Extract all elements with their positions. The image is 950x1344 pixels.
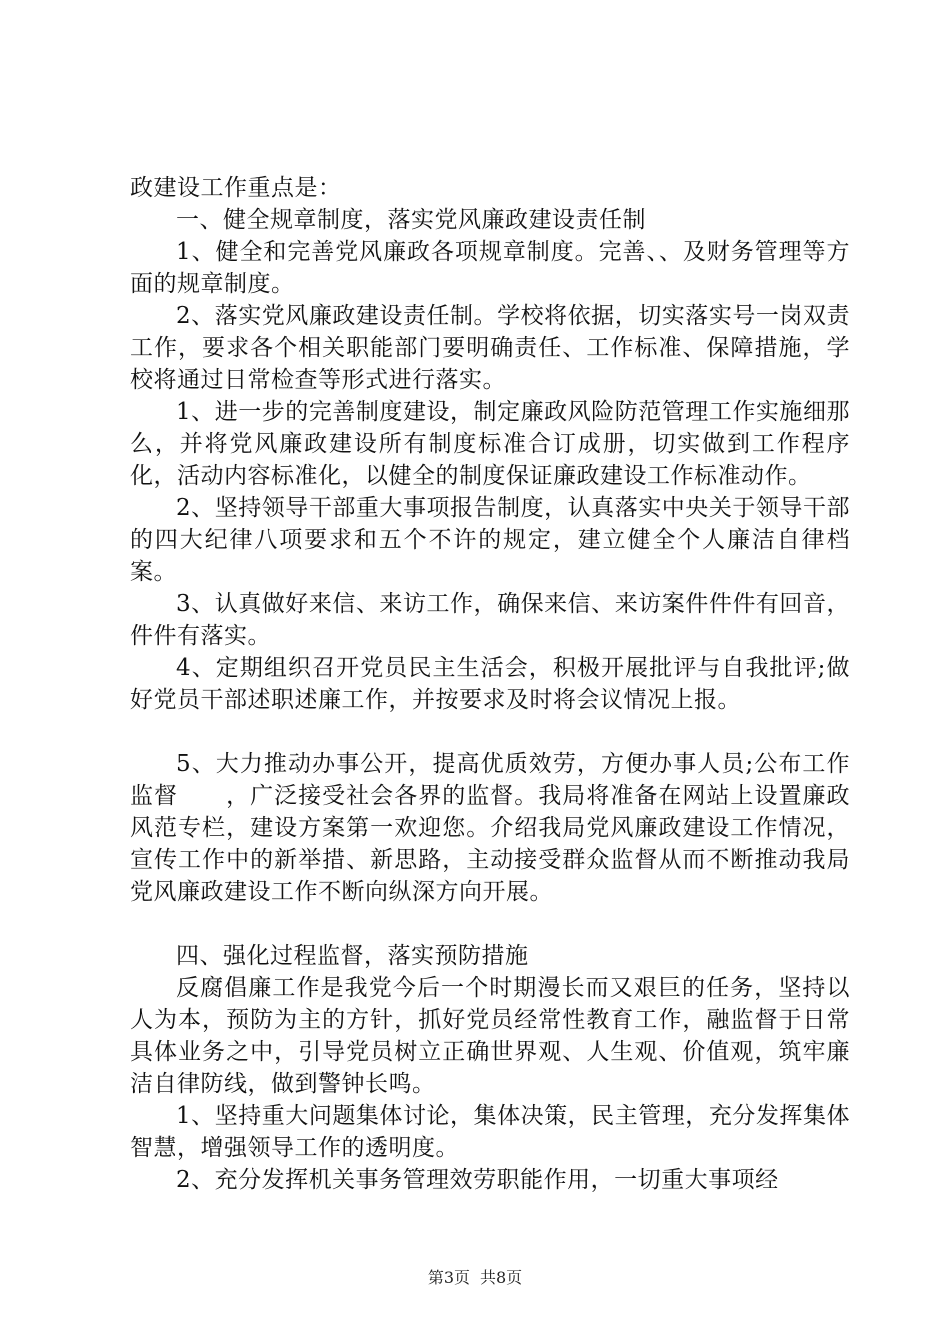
paragraph: 4、定期组织召开党员民主生活会，积极开展批评与自我批评;做好党员干部述职述廉工作，并按要求及时将会议情况上报。 — [130, 655, 850, 713]
page-footer — [0, 1268, 950, 1288]
paragraph-continuation: 政建设工作重点是： — [130, 175, 342, 201]
document-body — [130, 172, 850, 1196]
section-heading-4: 四、强化过程监督，落实预防措施 — [176, 943, 529, 969]
paragraph: 2、坚持领导干部重大事项报告制度，认真落实中央关于领导干部的四大纪律八项要求和五个不许的规定，建立健全个人廉洁自律档案。 — [130, 495, 850, 585]
section-heading-1: 一、健全规章制度，落实党风廉政建设责任制 — [176, 207, 646, 233]
paragraph: 1、进一步的完善制度建设，制定廉政风险防范管理工作实施细那么，并将党风廉政建设所有制度标准合订成册，切实做到工作程序化，活动内容标准化，以健全的制度保证廉政建设工作标准动作。 — [130, 399, 850, 489]
page-number: 第3页 — [427, 1268, 470, 1287]
paragraph: 5、大力推动办事公开，提高优质效劳，方便办事人员;公布工作监督 ，广泛接受社会各界的监督。我局将准备在网站上设置廉政风范专栏，建设方案第一欢迎您。介绍我局党风廉政建设工作情况，宣传工作中的新举措、新思路，主动接受群众监督从而不断推动我局党风廉政建设工作不断向纵深方向开展。 — [130, 751, 850, 905]
paragraph: 2、充分发挥机关事务管理效劳职能作用，一切重大事项经 — [176, 1167, 779, 1193]
paragraph: 反腐倡廉工作是我党今后一个时期漫长而又艰巨的任务，坚持以人为本，预防为主的方针，抓好党员经常性教育工作，融监督于日常具体业务之中，引导党员树立正确世界观、人生观、价值观，筑牢廉洁自律防线，做到警钟长鸣。 — [130, 975, 850, 1097]
paragraph: 1、坚持重大问题集体讨论，集体决策，民主管理，充分发挥集体智慧，增强领导工作的透明度。 — [130, 1103, 850, 1161]
paragraph: 1、健全和完善党风廉政各项规章制度。完善、、及财务管理等方面的规章制度。 — [130, 239, 850, 297]
page-total: 共8页 — [480, 1268, 523, 1287]
paragraph: 2、落实党风廉政建设责任制。学校将依据，切实落实号一岗双责工作，要求各个相关职能部门要明确责任、工作标准、保障措施，学校将通过日常检查等形式进行落实。 — [130, 303, 850, 393]
paragraph: 3、认真做好来信、来访工作，确保来信、来访案件件件有回音，件件有落实。 — [130, 591, 850, 649]
